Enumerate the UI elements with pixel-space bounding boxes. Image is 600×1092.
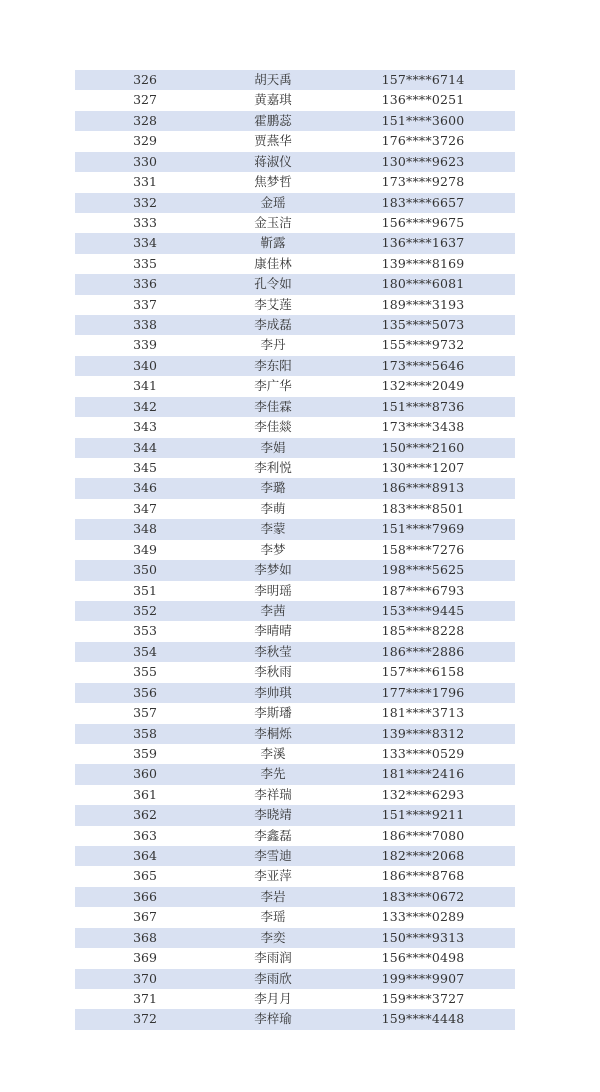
row-number: 341 xyxy=(133,378,157,394)
row-name: 李瑶 xyxy=(260,909,286,925)
row-number: 370 xyxy=(133,970,157,986)
row-number: 336 xyxy=(133,276,157,292)
row-phone: 180****6081 xyxy=(381,276,465,292)
row-number: 371 xyxy=(133,990,157,1006)
row-number: 343 xyxy=(133,419,157,435)
row-name: 李东阳 xyxy=(254,357,292,373)
row-name: 李雪迪 xyxy=(254,848,292,864)
table-row xyxy=(75,703,515,723)
row-phone: 155****9732 xyxy=(381,337,465,353)
table-row xyxy=(75,887,515,907)
row-phone: 132****6293 xyxy=(381,786,465,802)
row-name: 李鑫磊 xyxy=(254,827,292,843)
row-number: 339 xyxy=(133,337,157,353)
table-row xyxy=(75,662,515,682)
row-phone: 186****8768 xyxy=(381,868,465,884)
table-row xyxy=(75,131,515,151)
row-name: 李成磊 xyxy=(254,317,292,333)
row-number: 348 xyxy=(133,521,157,537)
table-row xyxy=(75,397,515,417)
row-name: 李晓靖 xyxy=(254,807,292,823)
row-phone: 151****8736 xyxy=(381,398,465,414)
row-phone: 139****8169 xyxy=(381,255,465,271)
row-number: 338 xyxy=(133,317,157,333)
row-phone: 157****6714 xyxy=(381,72,465,87)
row-number: 354 xyxy=(133,643,157,659)
table-row xyxy=(75,458,515,478)
row-number: 328 xyxy=(133,112,157,128)
table-row xyxy=(75,438,515,458)
table-row xyxy=(75,254,515,274)
row-number: 342 xyxy=(133,398,157,414)
table-row xyxy=(75,152,515,172)
row-number: 353 xyxy=(133,623,157,639)
table-row xyxy=(75,315,515,335)
row-name: 李晴晴 xyxy=(254,623,292,639)
table-row xyxy=(75,907,515,927)
row-phone: 186****2886 xyxy=(381,643,465,659)
row-phone: 185****8228 xyxy=(381,623,465,639)
row-number: 344 xyxy=(133,439,157,455)
row-phone: 136****0251 xyxy=(381,92,465,108)
row-phone: 150****2160 xyxy=(381,439,465,455)
row-phone: 151****9211 xyxy=(381,807,465,823)
row-phone: 177****1796 xyxy=(381,684,465,700)
row-number: 360 xyxy=(133,766,157,782)
row-name: 李雨欣 xyxy=(254,970,292,986)
row-name: 金瑶 xyxy=(260,194,286,210)
row-number: 351 xyxy=(133,582,157,598)
row-name: 康佳林 xyxy=(254,255,292,271)
row-number: 345 xyxy=(133,460,157,476)
row-phone: 181****3713 xyxy=(381,705,465,721)
row-phone: 159****4448 xyxy=(381,1011,465,1027)
row-number: 352 xyxy=(133,602,157,618)
row-name: 李桐烁 xyxy=(254,725,292,741)
table-row xyxy=(75,928,515,948)
table-row xyxy=(75,111,515,131)
table-row xyxy=(75,560,515,580)
row-number: 335 xyxy=(133,255,157,271)
row-name: 李佳燚 xyxy=(254,419,292,435)
row-number: 337 xyxy=(133,296,157,312)
row-phone: 159****3727 xyxy=(381,990,465,1006)
row-phone: 182****2068 xyxy=(381,848,465,864)
row-phone: 186****7080 xyxy=(381,827,465,843)
row-number: 355 xyxy=(133,664,157,680)
row-number: 330 xyxy=(133,153,157,169)
row-phone: 150****9313 xyxy=(381,929,465,945)
row-number: 367 xyxy=(133,909,157,925)
row-name: 焦梦哲 xyxy=(254,174,292,190)
row-name: 李梓瑜 xyxy=(254,1011,292,1027)
row-phone: 189****3193 xyxy=(381,296,465,312)
row-number: 333 xyxy=(133,214,157,230)
row-name: 李艾莲 xyxy=(254,296,292,312)
row-name: 李斯璠 xyxy=(254,705,292,721)
table-row xyxy=(75,499,515,519)
table-row xyxy=(75,417,515,437)
table-row xyxy=(75,335,515,355)
table-row xyxy=(75,376,515,396)
row-number: 331 xyxy=(133,174,157,190)
row-number: 350 xyxy=(133,562,157,578)
row-name: 李娟 xyxy=(260,439,286,455)
row-number: 361 xyxy=(133,786,157,802)
table-row xyxy=(75,274,515,294)
row-phone: 133****0529 xyxy=(381,745,465,761)
row-name: 李亚萍 xyxy=(254,868,292,884)
table-row xyxy=(75,581,515,601)
row-number: 334 xyxy=(133,235,157,251)
table-row xyxy=(75,478,515,498)
row-name: 李月月 xyxy=(254,990,292,1006)
row-number: 327 xyxy=(133,92,157,108)
table-row xyxy=(75,601,515,621)
row-name: 孔令如 xyxy=(254,276,292,292)
row-name: 贾燕华 xyxy=(254,133,292,149)
row-phone: 186****8913 xyxy=(381,480,465,496)
row-number: 347 xyxy=(133,500,157,516)
row-name: 李蒙 xyxy=(260,521,286,537)
table-row xyxy=(75,356,515,376)
row-name: 李秋雨 xyxy=(254,664,292,680)
row-phone: 136****1637 xyxy=(381,235,465,251)
row-number: 362 xyxy=(133,807,157,823)
row-name: 李岩 xyxy=(260,888,286,904)
table-row xyxy=(75,764,515,784)
row-phone: 130****1207 xyxy=(381,460,465,476)
table-row xyxy=(75,519,515,539)
row-number: 346 xyxy=(133,480,157,496)
row-name: 李利悦 xyxy=(254,460,292,476)
row-name: 蒋淑仪 xyxy=(254,153,292,169)
row-number: 359 xyxy=(133,745,157,761)
row-phone: 173****3438 xyxy=(381,419,465,435)
table-row xyxy=(75,805,515,825)
roster-table xyxy=(75,70,515,1030)
table-row xyxy=(75,969,515,989)
row-phone: 156****9675 xyxy=(381,214,465,230)
row-name: 李梦 xyxy=(260,541,286,557)
row-phone: 187****6793 xyxy=(381,582,465,598)
row-phone: 199****9907 xyxy=(381,970,465,986)
table-row xyxy=(75,724,515,744)
row-name: 李雨润 xyxy=(254,950,292,966)
row-number: 358 xyxy=(133,725,157,741)
table-row xyxy=(75,1009,515,1029)
row-name: 李萌 xyxy=(260,500,286,516)
row-number: 326 xyxy=(133,72,157,87)
row-number: 366 xyxy=(133,888,157,904)
row-number: 332 xyxy=(133,194,157,210)
row-name: 李秋莹 xyxy=(254,643,292,659)
row-number: 365 xyxy=(133,868,157,884)
row-phone: 151****7969 xyxy=(381,521,465,537)
row-number: 329 xyxy=(133,133,157,149)
row-number: 349 xyxy=(133,541,157,557)
row-phone: 198****5625 xyxy=(381,562,465,578)
row-phone: 132****2049 xyxy=(381,378,465,394)
table-row xyxy=(75,70,515,90)
row-phone: 173****9278 xyxy=(381,174,465,190)
row-name: 胡天禹 xyxy=(254,72,292,87)
table-row xyxy=(75,744,515,764)
table-row xyxy=(75,989,515,1009)
row-name: 李梦如 xyxy=(254,562,292,578)
row-phone: 173****5646 xyxy=(381,357,465,373)
table-row xyxy=(75,785,515,805)
row-number: 372 xyxy=(133,1011,157,1027)
row-number: 364 xyxy=(133,848,157,864)
row-name: 李璐 xyxy=(260,480,286,496)
table-row xyxy=(75,213,515,233)
row-phone: 157****6158 xyxy=(381,664,465,680)
table-row xyxy=(75,233,515,253)
row-number: 357 xyxy=(133,705,157,721)
row-number: 363 xyxy=(133,827,157,843)
row-name: 李明瑶 xyxy=(254,582,292,598)
row-name: 金玉洁 xyxy=(254,214,292,230)
table-row xyxy=(75,540,515,560)
table-row xyxy=(75,642,515,662)
row-number: 340 xyxy=(133,357,157,373)
row-phone: 156****0498 xyxy=(381,950,465,966)
row-phone: 151****3600 xyxy=(381,112,465,128)
row-phone: 130****9623 xyxy=(381,153,465,169)
row-phone: 183****6657 xyxy=(381,194,465,210)
row-phone: 135****5073 xyxy=(381,317,465,333)
row-name: 霍鹏蕊 xyxy=(254,112,292,128)
row-name: 李奕 xyxy=(260,929,286,945)
row-name: 李先 xyxy=(260,766,286,782)
row-number: 368 xyxy=(133,929,157,945)
row-name: 黄嘉琪 xyxy=(254,92,292,108)
table-row xyxy=(75,866,515,886)
row-phone: 139****8312 xyxy=(381,725,465,741)
table-row xyxy=(75,683,515,703)
row-name: 李丹 xyxy=(260,337,286,353)
table-row xyxy=(75,621,515,641)
row-name: 靳露 xyxy=(260,235,286,251)
row-number: 369 xyxy=(133,950,157,966)
row-phone: 153****9445 xyxy=(381,602,465,618)
table-row xyxy=(75,295,515,315)
row-phone: 183****8501 xyxy=(381,500,465,516)
table-row xyxy=(75,193,515,213)
row-phone: 158****7276 xyxy=(381,541,465,557)
row-name: 李茜 xyxy=(260,602,286,618)
row-name: 李祥瑞 xyxy=(254,786,292,802)
table-row xyxy=(75,846,515,866)
table-row xyxy=(75,90,515,110)
row-name: 李佳霖 xyxy=(254,398,292,414)
table-row xyxy=(75,172,515,192)
row-phone: 183****0672 xyxy=(381,888,465,904)
table-row xyxy=(75,826,515,846)
row-name: 李溪 xyxy=(260,745,286,761)
row-phone: 181****2416 xyxy=(381,766,465,782)
row-number: 356 xyxy=(133,684,157,700)
table-row xyxy=(75,948,515,968)
row-name: 李帅琪 xyxy=(254,684,292,700)
row-phone: 133****0289 xyxy=(381,909,465,925)
row-phone: 176****3726 xyxy=(381,133,465,149)
row-name: 李广华 xyxy=(254,378,292,394)
